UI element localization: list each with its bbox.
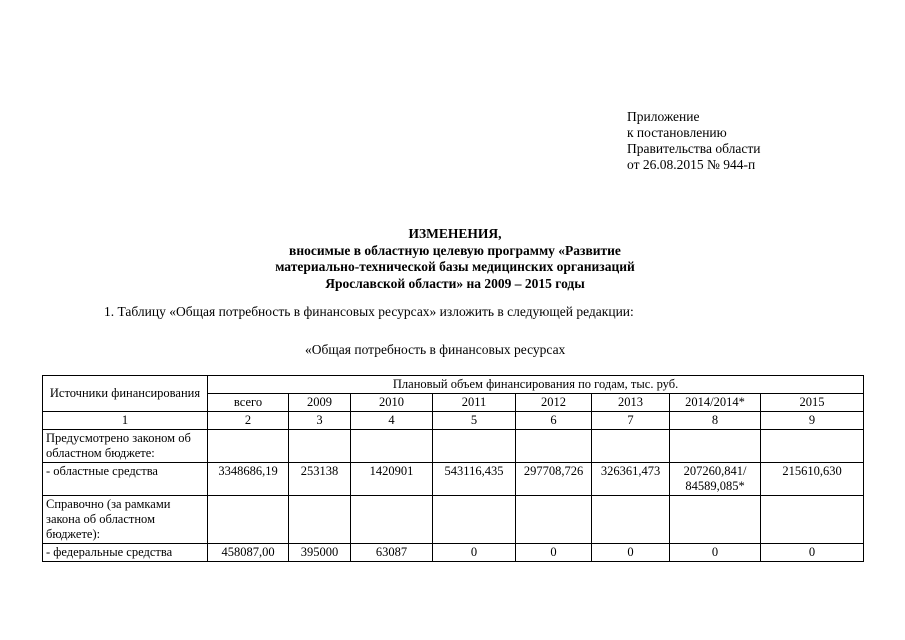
column-number: 7 (592, 412, 670, 430)
table-cell: 0 (761, 544, 864, 562)
table-cell: 1420901 (351, 463, 433, 496)
table-cell: 543116,435 (433, 463, 516, 496)
column-number: 6 (516, 412, 592, 430)
table-cell: 0 (592, 544, 670, 562)
heading-line: материально-технической базы медицинских организаций (275, 259, 635, 274)
row-label: - областные средства (43, 463, 208, 496)
source-header-cell: Источники финансирования (43, 376, 208, 412)
column-header: 2015 (761, 394, 864, 412)
column-number: 1 (43, 412, 208, 430)
empty-cell (761, 430, 864, 463)
table-cell: 0 (433, 544, 516, 562)
table-cell: 215610,630 (761, 463, 864, 496)
empty-cell (351, 496, 433, 544)
table-cell: 0 (670, 544, 761, 562)
empty-cell (516, 496, 592, 544)
column-number: 4 (351, 412, 433, 430)
table-cell: 458087,00 (208, 544, 289, 562)
section-label: Предусмотрено законом об областном бюджете: (43, 430, 208, 463)
table-cell: 63087 (351, 544, 433, 562)
table-row (43, 544, 864, 562)
column-header: 2011 (433, 394, 516, 412)
column-number: 5 (433, 412, 516, 430)
section-label: Справочно (за рамками закона об областном бюджете): (43, 496, 208, 544)
financing-table (42, 375, 864, 562)
appendix-line: Правительства области (627, 141, 761, 156)
empty-cell (592, 496, 670, 544)
heading-line: Ярославской области» на 2009 – 2015 годы (325, 275, 585, 291)
empty-cell (289, 430, 351, 463)
table-header-row (43, 376, 864, 394)
column-header: всего (208, 394, 289, 412)
table-row (43, 430, 864, 463)
empty-cell (351, 430, 433, 463)
appendix-block (627, 109, 760, 173)
empty-cell (670, 430, 761, 463)
empty-cell (208, 496, 289, 544)
column-number: 3 (289, 412, 351, 430)
appendix-line: Приложение (627, 109, 700, 124)
row-label: - федеральные средства (43, 544, 208, 562)
table-cell: 326361,473 (592, 463, 670, 496)
column-header: 2012 (516, 394, 592, 412)
empty-cell (433, 430, 516, 463)
column-number: 8 (670, 412, 761, 430)
empty-cell (592, 430, 670, 463)
appendix-line: к постановлению (627, 125, 727, 140)
table-cell: 207260,841/ 84589,085* (670, 463, 761, 496)
table-cell: 3348686,19 (208, 463, 289, 496)
empty-cell (670, 496, 761, 544)
plan-header-cell: Плановый объем финансирования по годам, тыс. руб. (208, 376, 864, 394)
column-header: 2014/2014* (670, 394, 761, 412)
column-header: 2010 (351, 394, 433, 412)
table-row (43, 496, 864, 544)
table-caption: «Общая потребность в финансовых ресурсах (305, 342, 566, 357)
paragraph-text: 1. Таблицу «Общая потребность в финансовых ресурсах» изложить в следующей редакции: (104, 304, 634, 319)
empty-cell (516, 430, 592, 463)
document-heading (200, 226, 710, 292)
table-cell: 297708,726 (516, 463, 592, 496)
column-number: 2 (208, 412, 289, 430)
empty-cell (289, 496, 351, 544)
table-number-row (43, 412, 864, 430)
column-number: 9 (761, 412, 864, 430)
column-header: 2013 (592, 394, 670, 412)
column-header: 2009 (289, 394, 351, 412)
table-cell: 395000 (289, 544, 351, 562)
heading-title: ИЗМЕНЕНИЯ, (408, 226, 502, 241)
empty-cell (433, 496, 516, 544)
empty-cell (761, 496, 864, 544)
table-row (43, 463, 864, 496)
appendix-line: от 26.08.2015 № 944-п (627, 157, 756, 172)
empty-cell (208, 430, 289, 463)
heading-line: вносимые в областную целевую программу «Развитие (289, 242, 621, 258)
table-cell: 253138 (289, 463, 351, 496)
table-cell: 0 (516, 544, 592, 562)
